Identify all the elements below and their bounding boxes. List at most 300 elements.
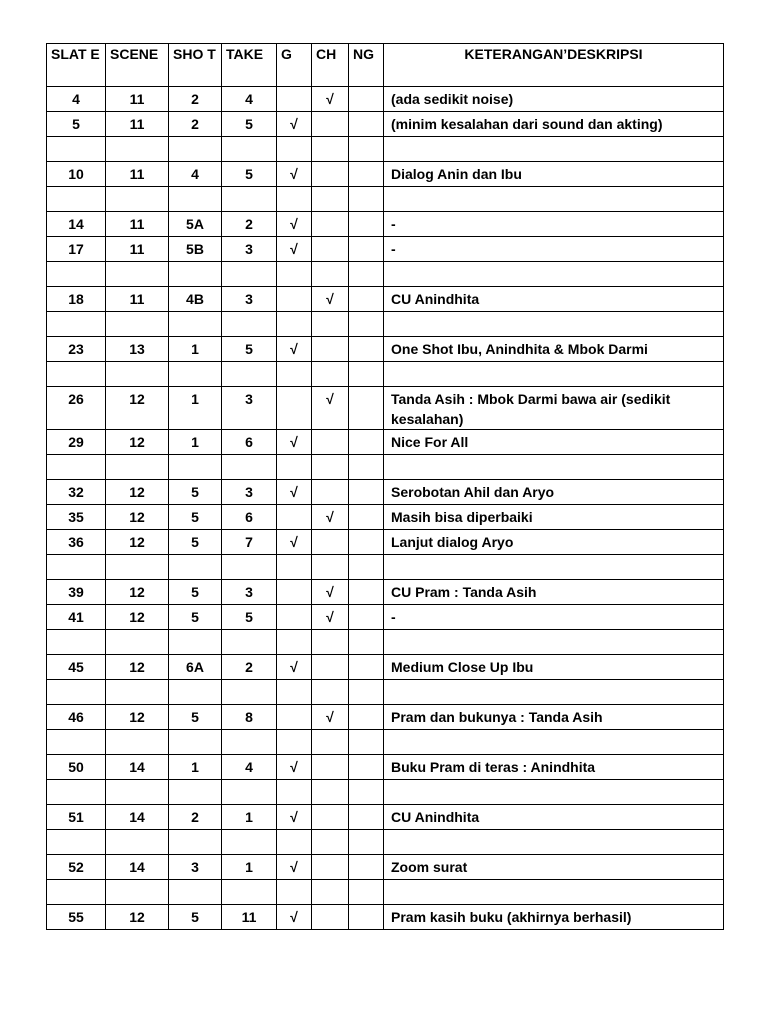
cell-shot — [169, 455, 222, 480]
cell-good-check: √ — [277, 905, 312, 930]
table-row — [47, 630, 724, 655]
cell-shot — [169, 262, 222, 287]
cell-good-check: √ — [277, 480, 312, 505]
cell-check-check — [312, 655, 349, 680]
cell-check-check — [312, 212, 349, 237]
cell-good-check — [277, 505, 312, 530]
cell-description: - — [384, 237, 724, 262]
cell-take: 5 — [222, 162, 277, 187]
cell-take: 3 — [222, 287, 277, 312]
cell-slate — [47, 880, 106, 905]
cell-shot — [169, 780, 222, 805]
cell-no-good-check — [349, 287, 384, 312]
cell-description — [384, 362, 724, 387]
cell-slate: 14 — [47, 212, 106, 237]
cell-shot: 3 — [169, 855, 222, 880]
cell-good-check — [277, 312, 312, 337]
cell-shot: 5 — [169, 705, 222, 730]
cell-shot: 2 — [169, 805, 222, 830]
cell-scene — [106, 312, 169, 337]
table-row — [47, 137, 724, 162]
cell-scene: 12 — [106, 905, 169, 930]
header-ng: NG — [349, 44, 384, 87]
cell-slate: 10 — [47, 162, 106, 187]
cell-description: Masih bisa diperbaiki — [384, 505, 724, 530]
cell-description: Pram dan bukunya : Tanda Asih — [384, 705, 724, 730]
cell-good-check — [277, 362, 312, 387]
cell-check-check — [312, 880, 349, 905]
table-row — [47, 187, 724, 212]
cell-shot — [169, 362, 222, 387]
cell-take — [222, 830, 277, 855]
cell-no-good-check — [349, 780, 384, 805]
cell-scene: 12 — [106, 430, 169, 455]
cell-slate — [47, 555, 106, 580]
table-row — [47, 87, 724, 112]
cell-good-check: √ — [277, 805, 312, 830]
cell-scene: 14 — [106, 855, 169, 880]
cell-take: 1 — [222, 805, 277, 830]
cell-shot: 5 — [169, 580, 222, 605]
cell-slate — [47, 830, 106, 855]
cell-scene: 12 — [106, 480, 169, 505]
cell-check-check: √ — [312, 505, 349, 530]
table-row — [47, 530, 724, 555]
cell-take: 3 — [222, 480, 277, 505]
table-row — [47, 112, 724, 137]
cell-slate — [47, 312, 106, 337]
cell-check-check — [312, 680, 349, 705]
cell-shot — [169, 555, 222, 580]
cell-shot: 1 — [169, 755, 222, 780]
cell-good-check — [277, 387, 312, 430]
header-shot: SHO T — [169, 44, 222, 87]
cell-good-check: √ — [277, 855, 312, 880]
cell-scene: 12 — [106, 530, 169, 555]
cell-no-good-check — [349, 430, 384, 455]
cell-check-check: √ — [312, 580, 349, 605]
cell-shot — [169, 830, 222, 855]
header-scene: SCENE — [106, 44, 169, 87]
cell-slate — [47, 262, 106, 287]
cell-no-good-check — [349, 855, 384, 880]
shot-log-table — [46, 43, 724, 930]
table-row — [47, 555, 724, 580]
table-row — [47, 805, 724, 830]
cell-shot — [169, 187, 222, 212]
cell-no-good-check — [349, 580, 384, 605]
cell-shot: 1 — [169, 430, 222, 455]
cell-good-check — [277, 780, 312, 805]
cell-slate: 52 — [47, 855, 106, 880]
cell-take: 3 — [222, 237, 277, 262]
cell-description — [384, 880, 724, 905]
cell-scene: 14 — [106, 805, 169, 830]
cell-take: 6 — [222, 505, 277, 530]
cell-check-check: √ — [312, 605, 349, 630]
cell-scene: 14 — [106, 755, 169, 780]
cell-take: 4 — [222, 755, 277, 780]
cell-shot — [169, 312, 222, 337]
cell-check-check — [312, 362, 349, 387]
cell-take — [222, 680, 277, 705]
header-ch: CH — [312, 44, 349, 87]
cell-description: Dialog Anin dan Ibu — [384, 162, 724, 187]
cell-take — [222, 137, 277, 162]
cell-take: 8 — [222, 705, 277, 730]
cell-slate: 55 — [47, 905, 106, 930]
cell-scene — [106, 730, 169, 755]
cell-take — [222, 555, 277, 580]
cell-scene — [106, 680, 169, 705]
cell-slate — [47, 455, 106, 480]
cell-description — [384, 730, 724, 755]
table-row — [47, 680, 724, 705]
cell-scene: 11 — [106, 162, 169, 187]
cell-no-good-check — [349, 630, 384, 655]
cell-slate: 4 — [47, 87, 106, 112]
cell-scene — [106, 780, 169, 805]
table-row — [47, 362, 724, 387]
cell-good-check — [277, 630, 312, 655]
cell-scene: 11 — [106, 212, 169, 237]
cell-check-check — [312, 830, 349, 855]
cell-shot — [169, 880, 222, 905]
cell-good-check — [277, 680, 312, 705]
cell-shot: 5 — [169, 905, 222, 930]
cell-take: 3 — [222, 387, 277, 430]
cell-no-good-check — [349, 262, 384, 287]
cell-check-check — [312, 755, 349, 780]
cell-shot: 2 — [169, 87, 222, 112]
cell-shot — [169, 730, 222, 755]
cell-good-check — [277, 830, 312, 855]
cell-good-check — [277, 287, 312, 312]
cell-no-good-check — [349, 162, 384, 187]
cell-description — [384, 262, 724, 287]
cell-take — [222, 780, 277, 805]
cell-take: 3 — [222, 580, 277, 605]
cell-no-good-check — [349, 530, 384, 555]
cell-no-good-check — [349, 455, 384, 480]
cell-good-check: √ — [277, 162, 312, 187]
table-row — [47, 162, 724, 187]
cell-no-good-check — [349, 805, 384, 830]
cell-good-check: √ — [277, 430, 312, 455]
cell-scene: 12 — [106, 655, 169, 680]
cell-description: CU Pram : Tanda Asih — [384, 580, 724, 605]
cell-take: 6 — [222, 430, 277, 455]
cell-scene: 12 — [106, 605, 169, 630]
cell-description — [384, 187, 724, 212]
cell-good-check: √ — [277, 212, 312, 237]
cell-scene — [106, 455, 169, 480]
cell-good-check — [277, 605, 312, 630]
cell-shot: 5A — [169, 212, 222, 237]
cell-good-check: √ — [277, 237, 312, 262]
cell-slate — [47, 187, 106, 212]
table-row — [47, 905, 724, 930]
cell-shot — [169, 630, 222, 655]
cell-check-check — [312, 455, 349, 480]
cell-slate: 51 — [47, 805, 106, 830]
cell-take: 2 — [222, 655, 277, 680]
cell-description: Buku Pram di teras : Anindhita — [384, 755, 724, 780]
cell-no-good-check — [349, 680, 384, 705]
cell-scene — [106, 262, 169, 287]
cell-take — [222, 730, 277, 755]
cell-take — [222, 187, 277, 212]
table-row — [47, 655, 724, 680]
cell-no-good-check — [349, 555, 384, 580]
table-row — [47, 480, 724, 505]
cell-scene — [106, 137, 169, 162]
cell-take: 2 — [222, 212, 277, 237]
cell-no-good-check — [349, 730, 384, 755]
cell-take — [222, 312, 277, 337]
cell-no-good-check — [349, 705, 384, 730]
table-row — [47, 505, 724, 530]
cell-take — [222, 262, 277, 287]
cell-no-good-check — [349, 905, 384, 930]
cell-good-check — [277, 705, 312, 730]
cell-shot: 4B — [169, 287, 222, 312]
cell-no-good-check — [349, 880, 384, 905]
cell-check-check — [312, 630, 349, 655]
cell-slate — [47, 730, 106, 755]
header-slate: SLAT E — [47, 44, 106, 87]
cell-scene — [106, 555, 169, 580]
cell-description: - — [384, 605, 724, 630]
cell-description: Serobotan Ahil dan Aryo — [384, 480, 724, 505]
cell-check-check — [312, 337, 349, 362]
cell-take — [222, 880, 277, 905]
cell-good-check: √ — [277, 530, 312, 555]
cell-take: 5 — [222, 112, 277, 137]
cell-description — [384, 780, 724, 805]
cell-no-good-check — [349, 387, 384, 430]
cell-good-check: √ — [277, 337, 312, 362]
cell-no-good-check — [349, 655, 384, 680]
cell-check-check — [312, 137, 349, 162]
cell-description: One Shot Ibu, Anindhita & Mbok Darmi — [384, 337, 724, 362]
cell-no-good-check — [349, 605, 384, 630]
cell-good-check — [277, 580, 312, 605]
cell-shot: 5 — [169, 480, 222, 505]
cell-check-check — [312, 262, 349, 287]
table-row — [47, 237, 724, 262]
cell-slate: 18 — [47, 287, 106, 312]
table-row — [47, 830, 724, 855]
cell-description — [384, 312, 724, 337]
cell-good-check — [277, 455, 312, 480]
cell-slate — [47, 137, 106, 162]
cell-slate: 32 — [47, 480, 106, 505]
cell-good-check — [277, 262, 312, 287]
cell-scene: 11 — [106, 87, 169, 112]
cell-slate: 29 — [47, 430, 106, 455]
cell-description: CU Anindhita — [384, 805, 724, 830]
cell-take — [222, 455, 277, 480]
cell-slate: 50 — [47, 755, 106, 780]
cell-shot — [169, 680, 222, 705]
cell-shot: 4 — [169, 162, 222, 187]
cell-no-good-check — [349, 87, 384, 112]
cell-slate: 36 — [47, 530, 106, 555]
cell-scene: 11 — [106, 237, 169, 262]
cell-scene — [106, 880, 169, 905]
cell-scene: 12 — [106, 505, 169, 530]
cell-no-good-check — [349, 337, 384, 362]
cell-no-good-check — [349, 505, 384, 530]
cell-description: Pram kasih buku (akhirnya berhasil) — [384, 905, 724, 930]
cell-shot: 2 — [169, 112, 222, 137]
cell-slate: 41 — [47, 605, 106, 630]
cell-good-check — [277, 137, 312, 162]
cell-check-check: √ — [312, 705, 349, 730]
cell-description: Nice For All — [384, 430, 724, 455]
cell-slate: 46 — [47, 705, 106, 730]
cell-shot: 5B — [169, 237, 222, 262]
cell-description: Medium Close Up Ibu — [384, 655, 724, 680]
cell-slate — [47, 630, 106, 655]
cell-take: 1 — [222, 855, 277, 880]
cell-good-check: √ — [277, 112, 312, 137]
cell-good-check — [277, 730, 312, 755]
cell-description — [384, 680, 724, 705]
cell-description — [384, 137, 724, 162]
cell-no-good-check — [349, 112, 384, 137]
header-take: TAKE — [222, 44, 277, 87]
cell-take: 5 — [222, 337, 277, 362]
cell-take — [222, 630, 277, 655]
cell-slate: 26 — [47, 387, 106, 430]
table-row — [47, 312, 724, 337]
cell-check-check — [312, 555, 349, 580]
cell-check-check — [312, 905, 349, 930]
cell-no-good-check — [349, 212, 384, 237]
cell-check-check: √ — [312, 387, 349, 430]
cell-description — [384, 630, 724, 655]
table-row — [47, 755, 724, 780]
cell-good-check — [277, 187, 312, 212]
cell-shot: 1 — [169, 337, 222, 362]
table-row — [47, 705, 724, 730]
cell-no-good-check — [349, 187, 384, 212]
table-row — [47, 730, 724, 755]
cell-description: (minim kesalahan dari sound dan akting) — [384, 112, 724, 137]
cell-scene: 12 — [106, 705, 169, 730]
cell-no-good-check — [349, 237, 384, 262]
table-row — [47, 880, 724, 905]
cell-slate: 17 — [47, 237, 106, 262]
header-g: G — [277, 44, 312, 87]
cell-slate — [47, 680, 106, 705]
cell-description: (ada sedikit noise) — [384, 87, 724, 112]
header-description: KETERANGAN’DESKRIPSI — [384, 44, 724, 87]
cell-take — [222, 362, 277, 387]
cell-check-check — [312, 237, 349, 262]
cell-scene — [106, 187, 169, 212]
cell-slate: 39 — [47, 580, 106, 605]
cell-no-good-check — [349, 830, 384, 855]
cell-check-check — [312, 855, 349, 880]
cell-scene: 12 — [106, 387, 169, 430]
cell-scene: 13 — [106, 337, 169, 362]
cell-scene: 11 — [106, 287, 169, 312]
cell-slate — [47, 362, 106, 387]
cell-take: 5 — [222, 605, 277, 630]
cell-check-check — [312, 430, 349, 455]
cell-description — [384, 830, 724, 855]
cell-no-good-check — [349, 755, 384, 780]
cell-check-check — [312, 805, 349, 830]
cell-check-check — [312, 530, 349, 555]
cell-description — [384, 555, 724, 580]
cell-check-check — [312, 780, 349, 805]
cell-shot: 5 — [169, 505, 222, 530]
table-row — [47, 262, 724, 287]
cell-check-check — [312, 187, 349, 212]
cell-description: CU Anindhita — [384, 287, 724, 312]
table-row — [47, 780, 724, 805]
table-row — [47, 430, 724, 455]
cell-shot: 1 — [169, 387, 222, 430]
cell-no-good-check — [349, 480, 384, 505]
cell-no-good-check — [349, 137, 384, 162]
cell-take: 7 — [222, 530, 277, 555]
cell-slate: 45 — [47, 655, 106, 680]
table-row — [47, 580, 724, 605]
cell-description: Zoom surat — [384, 855, 724, 880]
cell-scene: 11 — [106, 112, 169, 137]
cell-scene — [106, 362, 169, 387]
cell-scene: 12 — [106, 580, 169, 605]
cell-check-check — [312, 480, 349, 505]
table-row — [47, 455, 724, 480]
cell-shot: 6A — [169, 655, 222, 680]
cell-check-check — [312, 112, 349, 137]
cell-check-check: √ — [312, 87, 349, 112]
cell-description: Lanjut dialog Aryo — [384, 530, 724, 555]
cell-shot: 5 — [169, 530, 222, 555]
cell-description: Tanda Asih : Mbok Darmi bawa air (sedikit kesalahan) — [384, 387, 724, 430]
table-row — [47, 605, 724, 630]
cell-slate: 35 — [47, 505, 106, 530]
cell-no-good-check — [349, 312, 384, 337]
cell-slate: 5 — [47, 112, 106, 137]
cell-check-check — [312, 162, 349, 187]
cell-scene — [106, 630, 169, 655]
cell-good-check — [277, 555, 312, 580]
cell-no-good-check — [349, 362, 384, 387]
cell-shot: 5 — [169, 605, 222, 630]
cell-check-check — [312, 312, 349, 337]
table-row — [47, 212, 724, 237]
table-row — [47, 337, 724, 362]
table-row — [47, 287, 724, 312]
table-row — [47, 387, 724, 430]
cell-take: 4 — [222, 87, 277, 112]
shot-log-body — [47, 87, 724, 930]
table-row — [47, 855, 724, 880]
cell-good-check — [277, 880, 312, 905]
cell-check-check — [312, 730, 349, 755]
cell-check-check: √ — [312, 287, 349, 312]
header-row — [47, 44, 724, 87]
cell-description — [384, 455, 724, 480]
cell-good-check: √ — [277, 655, 312, 680]
